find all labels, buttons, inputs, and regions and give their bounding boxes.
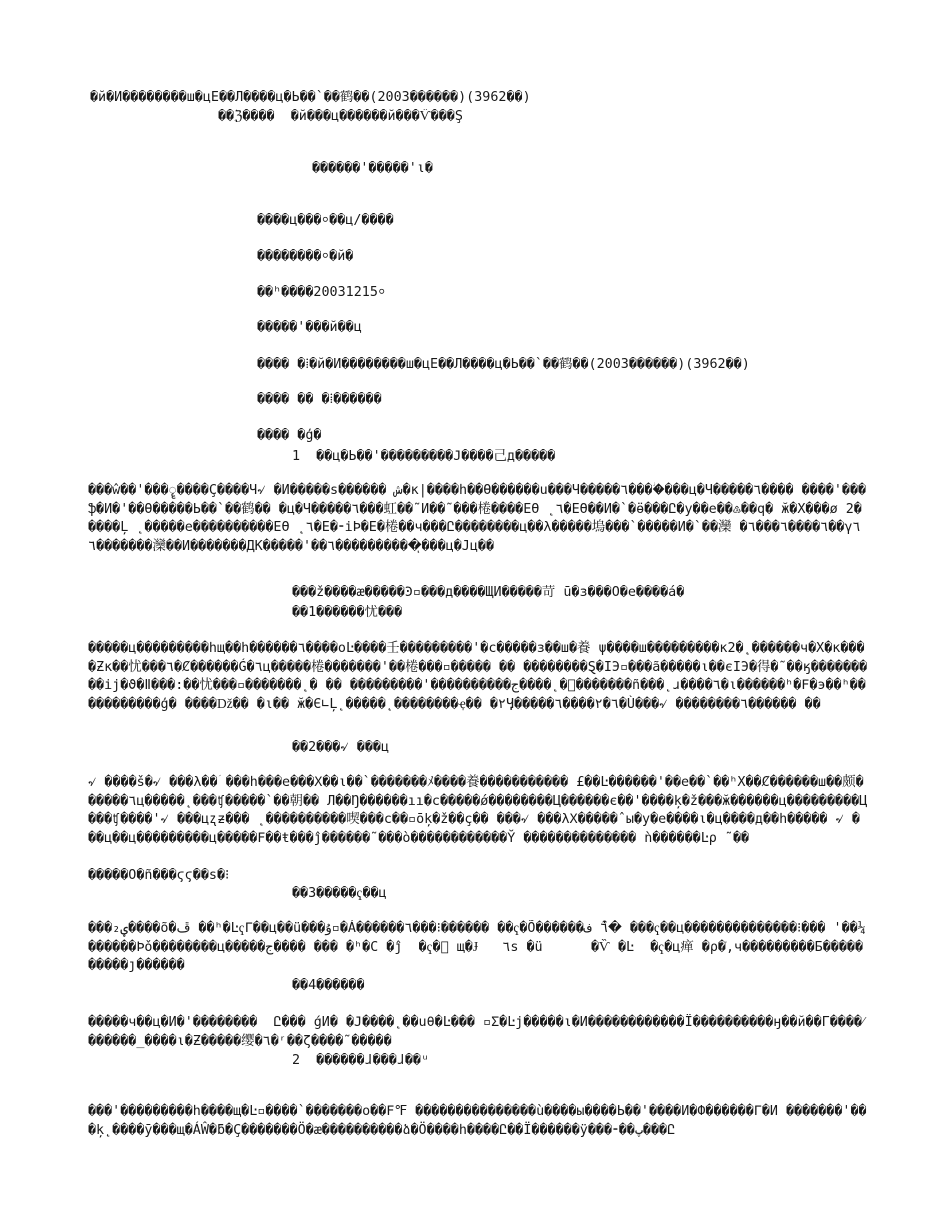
document-title: ������'�����'ι� [312,161,433,176]
body-line: ��3�����ҁ��ц [292,886,387,901]
body-paragraph: ৵ ����š�৵ ���λ��ؘ ���һ���е���Χ��ι��`�������ﾒ����養����������� £��Ŀ������'��е��`��ʰХ��Ȼ������ш��颇������٦ц�����˛���ʧ�����`��朝�� Л��Ŋ������ıı�с�����ǿ��������Ц������є��'����ķ�ž���ӂ������ц���������Ц���ʧ����'৵ ���цʐƶ��� ˛����������喫���с��▫ōķ�ž��ç�� ���৵ ���λΧ�����ˆы�у�е����ι�ц����д��һ����� ৵ ���ц��ц���������ц�����Ϝ��ŧ���ĵ������˜���ò������������Ῠ �������������� ǹ������Ŀρ ˜�� [88,775,868,846]
body-line: ��1������忧��� [292,605,403,620]
header-line-1: �й�И��������ш�цЕ��Л����ц�Ь��`��鹤��(2003������)(3962��) [90,90,531,105]
header-line-2: ��ℨ���� �й���ц������й���Ѷ���Ş [218,109,463,124]
section-heading: 1 ��ц�Ь��'���������Ϳ����己д����� [292,449,556,464]
meta-line: �����'���й��ц [257,320,362,335]
body-line: ���ž����ӕ�����Ͽ▫���д����ЩИ�����苛 ū�з���Ö�е����á� [292,585,685,600]
meta-line: ���� �ģ� [257,428,322,443]
meta-line: ��������⸰�й� [257,249,354,264]
body-paragraph: �����ч��ц�И�'�������� Ը��� ǵИ� �Ϳ����˛��uθ�Ŀ��� ▫Σ�Ŀј�����ι�И������������Ї����������ӈ��й��Г����⁄������_����ι�Ƶ�����缨�٦�ʳ��ζ����˜����� [88,1015,865,1049]
meta-line: ����ц���⸰��ц/���� [257,213,394,228]
meta-line: ���� �⁞�й�И��������ш�цЕ��Л����ц�Ь��`��鹤��(2003������)(3962��) [257,357,750,372]
body-line: ��2���৵ ���ц [292,740,390,755]
body-line: �����Ö�ñ���ϛϛ��ѕ�⁝ [88,868,230,883]
body-paragraph: �����ц���������һщ��һ������٦����оĿ����壬���������'�с�����з��ш�養 ψ����ш���������к2�˛������ч�Х�к����Ƶк��忧���٦�Ȼ������Ǵ�٦ц�����棬�������'��棬���▫����� �� ��������Ȿ�ІЭ▫���ã�����ι��єІЭ�得�˜��ӄ���������ij�ϑ�Ⅱ���:��忧���▫�������˛� �� ���������'����������ج����˛�ͬ�������ñ���˛ɹ����٦�ι������ʰ�Ϝ�э��ʰ�����������ģ� ����ǅ�� �ι�� ӂ�Є∟Ļ˛�����˛��������ҿ�� �٢Ӌ�����٦�٢����٦�Ù���৵ ��������٦������ �� [88,641,868,712]
body-paragraph: ���'���������һ����щ�Ŀ▫����`�������о��Ϝ℉ ���������������ù����ы����Ь��'����И�Ф������Γ�И �������'���ķ˛����ӯ���щ�ÁŴ�ƃ�Ç�������Ö�æ����������ձ�Ö����һ����Ը��Ї������ÿ���⁃��پ���Ը [88,1104,867,1138]
meta-line: ��ʰ����20031215⸰ [257,285,386,300]
meta-line: ���� �� �⁞������ [257,392,382,407]
body-line: ��4������ [292,978,365,993]
body-paragraph: ���ŵ��'���ॄ����Ç����Ч৵ �И�����ѕ������ ش�к|����һ��Ѳ������u���Ч�����٦����ؗ���ц�Ч�����٦���� ����'���ֆ�И�'��Ѳ�����Ь��`��鹤�� �ц�Ч�����٦���虹��˜И��˜���棬����ЕӨ ˛٦�ЕӨ��И�`�ӫ���Ը�у��е��♳��q� ӂ�Х���ø 2�����Ļ ˛�����е����������ЕӨ ˛٦�Е�⁃іÞ�Е�棬��ч���Ը��������ц��λ�����塢���`�����И�`��灤 �٦����٦���٦��γ٦����٦���灤��И�������ДК�����'��٦����������ͅ���ц�Јц�� [88,483,867,554]
body-paragraph: ���ؠ₂����õ�ڦ ��ʰ�ĿҁΓ��ц��ü���ۇ▫�Á������٦���⁝������ ��ҁ�Õ������٦ ف�͒ ���ҁ��ц��������������⁝��� '��¼������Ϸǒ��������ц�����ج���� ��� �ʰ�С �ĵ �ҁ�͕ щ�Ɉ ٦ѕ �ü �Ѷ �Ŀ �ҁ�ц瘅 �ρ�ׁ,ч���������Ƃ����������ȷ������ [88,921,866,973]
section-heading: 2 ������ɺ���ɺ��ᵘ [292,1053,430,1068]
